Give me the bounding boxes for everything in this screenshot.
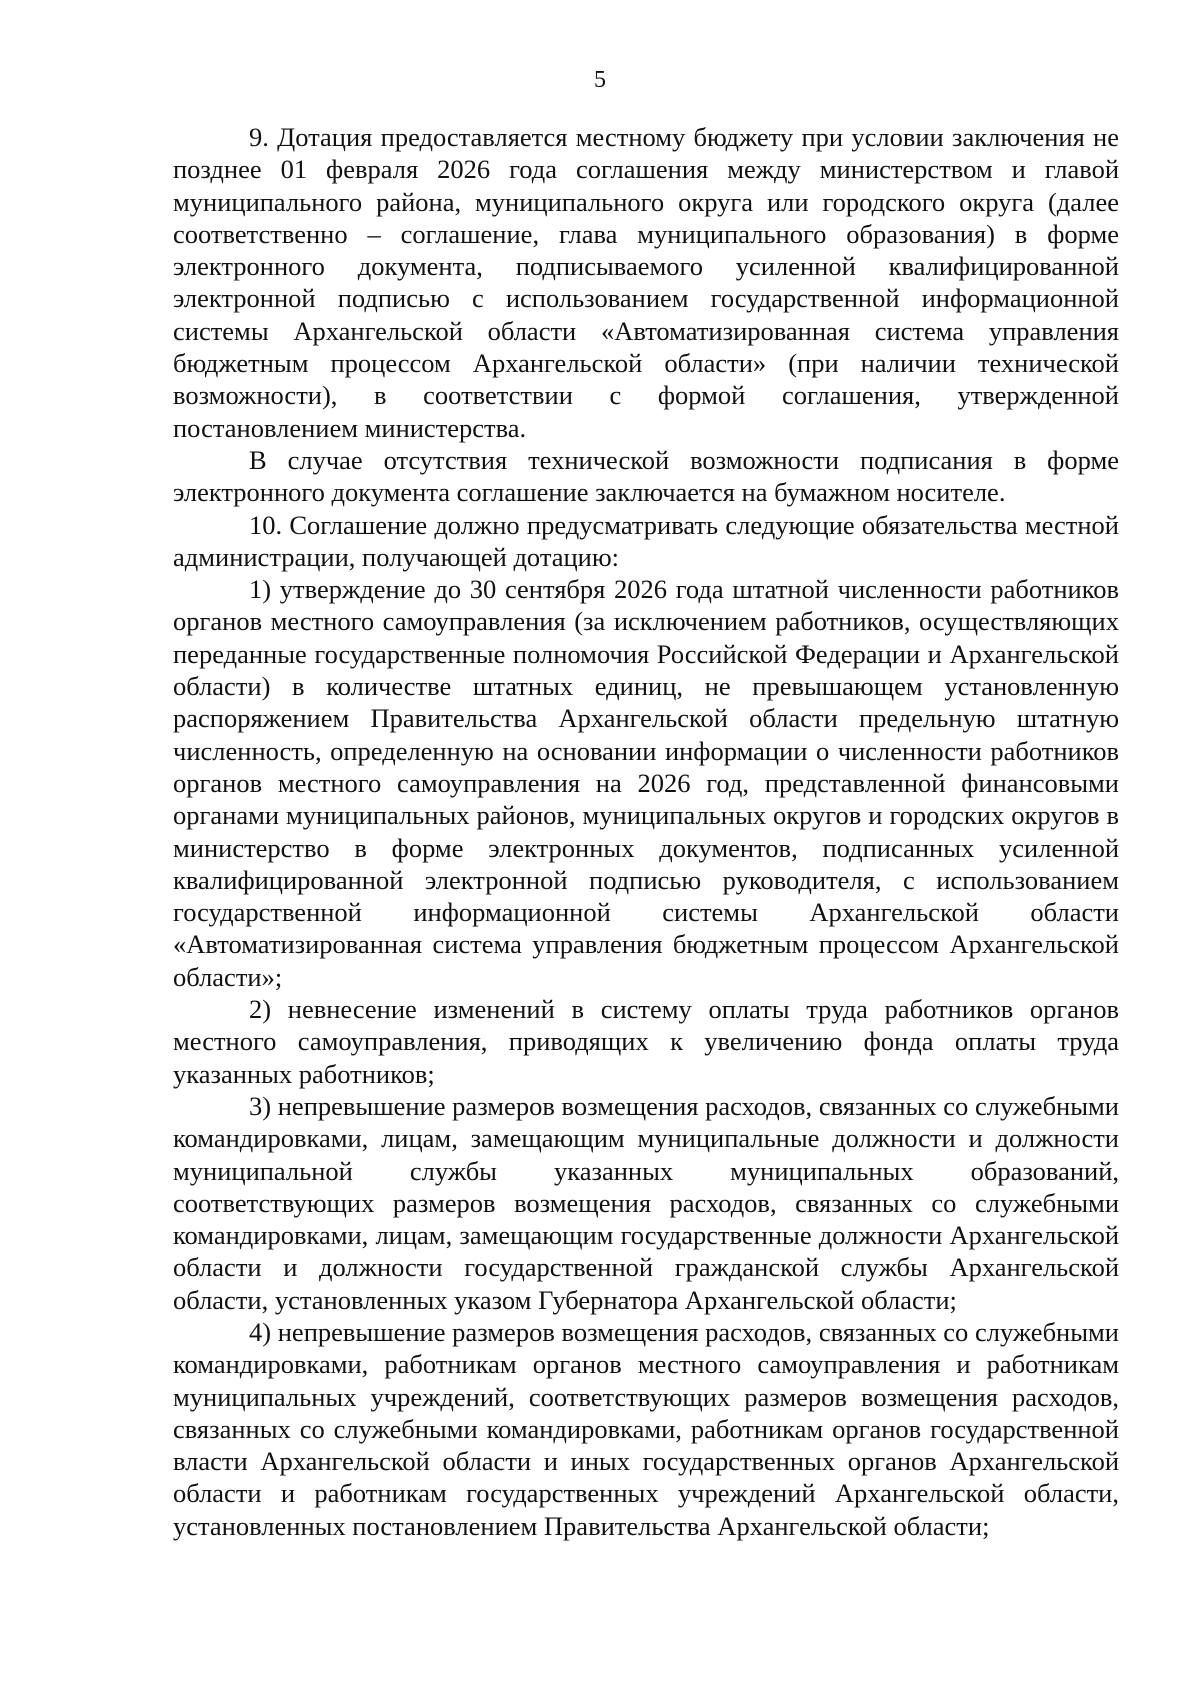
obligation-item-1: 1) утверждение до 30 сентября 2026 года штатной численности работников органов местного самоуправления (за исключением работников, осуществляющих переданные государственные полномочия Российской Федерации и Архангельской области) в количестве штатных единиц, не превышающем установленную распоряжением Правительства Архангельской области предельную штатную численность, определенную на основании информации о численности работников органов местного самоуправления на 2026 год, представленной финансовыми органами муниципальных районов, муниципальных округов и городских округов в министерство в форме электронных документов, подписанных усиленной квалифицированной электронной подписью руководителя, с использованием государственной информационной системы Архангельской области «Автоматизированная система управления бюджетным процессом Архангельской области»;: [173, 574, 1119, 992]
paragraph-9-subsidy-agreement: 9. Дотация предоставляется местному бюджету при условии заключения не позднее 01 февраля 2026 года соглашения между министерством и главой муниципального района, муниципального округа или городского округа (далее соответственно – соглашение, глава муниципального образования) в форме электронного документа, подписываемого усиленной квалифицированной электронной подписью с использованием государственной информационной системы Архангельской области «Автоматизированная система управления бюджетным процессом Архангельской области» (при наличии технической возможности), в соответствии с формой соглашения, утвержденной постановлением министерства.: [173, 122, 1119, 443]
paragraph-paper-agreement: В случае отсутствия технической возможности подписания в форме электронного документа соглашение заключается на бумажном носителе.: [173, 444, 1119, 508]
page-number: 5: [594, 67, 606, 93]
paragraph-10-obligations: 10. Соглашение должно предусматривать следующие обязательства местной администрации, получающей дотацию:: [173, 509, 1119, 572]
obligation-item-2: 2) невнесение изменений в систему оплаты труда работников органов местного самоуправления, приводящих к увеличению фонда оплаты труда указанных работников;: [173, 994, 1119, 1089]
obligation-item-4: 4) непревышение размеров возмещения расходов, связанных со служебными командировками, работникам органов местного самоуправления и работникам муниципальных учреждений, соответствующих размеров возмещения расходов, связанных со служебными командировками, работникам органов государственной власти Архангельской области и иных государственных органов Архангельской области и работникам государственных учреждений Архангельской области, установленных постановлением Правительства Архангельской области;: [173, 1316, 1119, 1541]
obligation-item-3: 3) непревышение размеров возмещения расходов, связанных со служебными командировками, лицам, замещающим муниципальные должности и должности муниципальной службы указанных муниципальных образований, соответствующих размеров возмещения расходов, связанных со служебными командировками, лицам, замещающим государственные должности Архангельской области и должности государственной гражданской службы Архангельской области, установленных указом Губернатора Архангельской области;: [173, 1090, 1119, 1315]
document-body: [173, 121, 1119, 1542]
